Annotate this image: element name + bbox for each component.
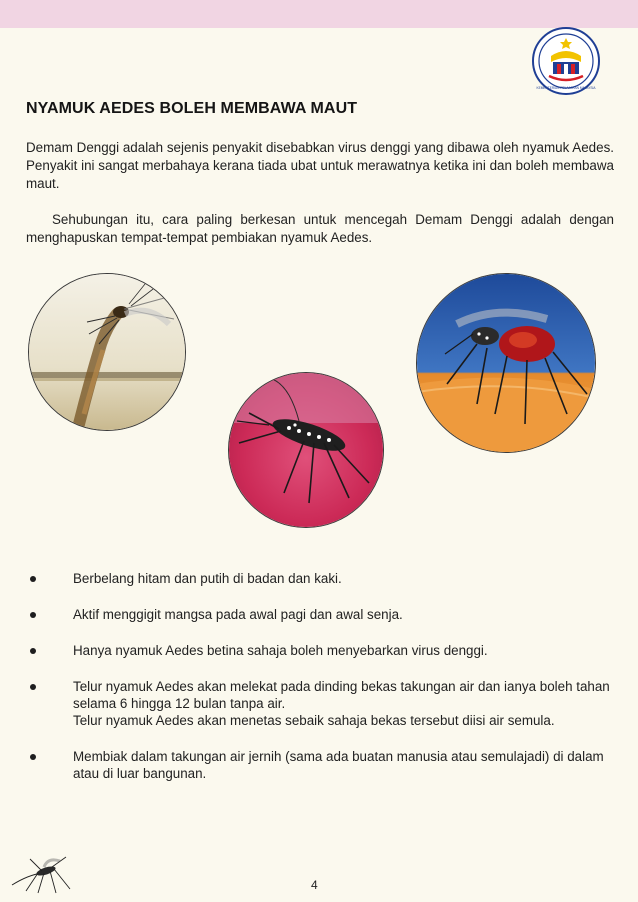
list-item-text: Telur nyamuk Aedes akan menetas sebaik sahaja bekas tersebut diisi air semula. [73,713,555,728]
bullet-icon [30,648,36,654]
logo-ring-text: KEMENTERIAN PELAJARAN MALAYSIA [536,86,596,90]
page-title: NYAMUK AEDES BOLEH MEMBAWA MAUT [26,100,358,117]
list-item [26,570,618,587]
list-item-text: Hanya nyamuk Aedes betina sahaja boleh menyebarkan virus denggi. [73,643,488,658]
photo-mosquito-on-skin [228,372,384,528]
aedes-facts-list [26,570,618,782]
bullet-icon [30,576,36,582]
list-item-text: Berbelang hitam dan putih di badan dan kaki. [73,571,342,586]
mosquito-illustration-icon [8,855,78,895]
bullet-icon [30,754,36,760]
list-item [26,642,618,659]
prevention-paragraph: Sehubungan itu, cara paling berkesan untuk mencegah Demam Denggi adalah dengan menghapuskan tempat-tempat pembiakan nyamuk Aedes. [26,212,614,245]
ministry-logo [531,26,601,96]
list-item [26,678,618,729]
intro-paragraph: Demam Denggi adalah sejenis penyakit disebabkan virus denggi yang dibawa oleh nyamuk Aedes. Penyakit ini sangat merbahaya kerana tiada ubat untuk merawatnya ketika ini dan boleh membawa maut. [26,140,614,191]
list-item [26,606,618,623]
top-color-band [0,0,638,28]
list-item-text: Membiak dalam takungan air jernih (sama ada buatan manusia atau semulajadi) di dalam atau di luar bangunan. [73,749,604,781]
list-item-text: Aktif menggigit mangsa pada awal pagi dan awal senja. [73,607,403,622]
ministry-emblem-icon [531,26,601,96]
photo-mosquito-emerging [28,273,186,431]
photo-mosquito-feeding [416,273,596,453]
list-item [26,748,618,782]
bullet-icon [30,612,36,618]
bullet-icon [30,684,36,690]
page-number: 4 [311,878,318,892]
list-item-text: Telur nyamuk Aedes akan melekat pada dinding bekas takungan air dan ianya boleh tahan selama 6 hingga 12 bulan tanpa air. [73,679,610,711]
